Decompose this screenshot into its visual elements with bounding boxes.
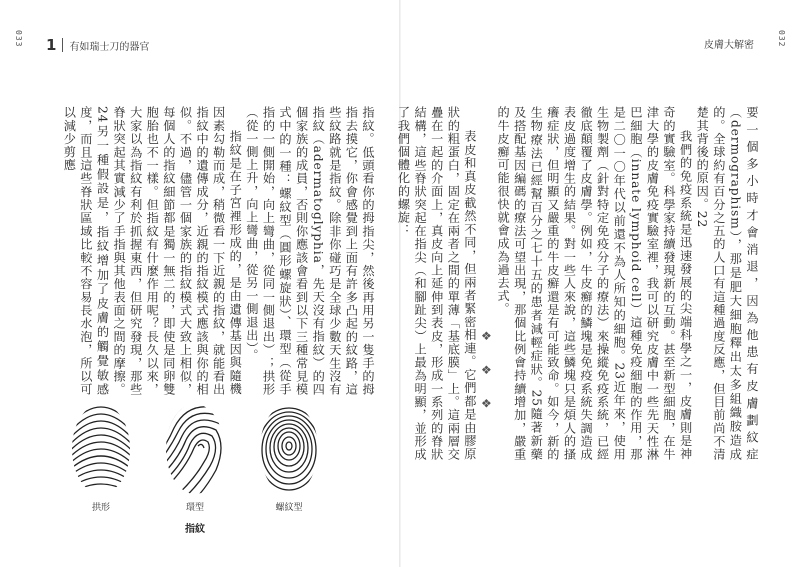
loop-fingerprint-image xyxy=(164,402,226,496)
whorl-fingerprint-image xyxy=(258,402,320,496)
right-paragraph-1: 要一個多小時才會消退，因為他患有皮膚劃紋症（dermographism），那是肥大細胞釋出太多組織胺造成的。全球約有百分之五的人口有這種過度反應，但目前尚不清楚其背後的原因。22 xyxy=(695,106,759,461)
book-title: 皮膚大解密 xyxy=(704,40,754,51)
right-page xyxy=(396,0,800,567)
section-break-ornament: ❖ ❖ ❖ xyxy=(479,328,494,419)
left-body-text xyxy=(16,106,376,396)
left-page-number: 033 xyxy=(14,30,23,48)
chapter-title: 有如瑞士刀的器官 xyxy=(69,41,150,53)
arch-fingerprint-icon xyxy=(70,402,132,496)
right-page-number: 032 xyxy=(777,30,786,48)
arch-fingerprint-image xyxy=(70,402,132,496)
left-paragraph-1: 指紋。低頭看你的拇指尖，然後再用另一隻手的拇指去摸它，你會感覺到上面有許多凸起的紋路，這些紋路就是指紋。除非你碰巧是全球少數天生沒有指紋（adermatoglyphia，先天沒有指紋）的四個家族的成員，否則你應該會看到以下三種常見模式中的一種：螺紋型（圓形螺旋狀）、環型（從手指的一側開始，向上彎曲，從同一側退出）；拱形（從一側上升，向上彎曲，從另一側退出）。 xyxy=(244,106,375,396)
left-running-header xyxy=(46,36,149,54)
whorl-label: 螺紋型 xyxy=(275,503,303,513)
right-paragraph-2: 我們的免疫系統是迅速發展的尖端科學之一，皮膚則是神奇的實驗室。科學家持續發現新的互動。甚至新型細胞，在牛津大學的皮膚免疫實驗室裡，我可以研究皮膚中一些先天性淋巴細胞（innate lymphoid cell）這種免疫細胞的作用，那是二〇一〇年代以前還不為人所知的細胞。23近年來，使用生物製劑（針對特定免疫分子的療法）來操縱免疫系統，已經徹底顛覆了皮膚學。例如，牛皮癬的鱗塊是免疫系統失調造成表皮過度增生的結果。對一些人來說，這些鱗塊只是煩人的搔癢症狀，但明顯又嚴重的牛皮癬還是有可能致命。如今，新的生物療法已經幫百分之七十五的患者減輕症狀。25隨著新藥及搭配基因編碼的療法可望出現，那個比例會持續增加，嚴重的牛皮癬可能很快就會成為過去式。 xyxy=(496,106,693,461)
chapter-divider xyxy=(62,38,63,52)
right-body-text xyxy=(396,106,760,461)
chapter-number: 1 xyxy=(46,36,57,54)
right-running-header xyxy=(704,36,754,51)
right-paragraph-3: 表皮和真皮截然不同，但兩者緊密相連。它們都是由膠原狀的粗蛋白，固定在兩者之間的單薄「基底膜」上。這兩層交疊在一起的介面上，真皮向上延伸到表皮，形成一系列的脊狀結構，這些脊狀突起在指尖（和腳趾尖）上最為明顯，並形成了我們個體化的螺旋： xyxy=(396,106,477,461)
loop-fingerprint-icon xyxy=(164,402,226,496)
figure-title: 指紋 xyxy=(185,524,205,535)
arch-label: 拱形 xyxy=(91,503,110,513)
loop-label: 環型 xyxy=(185,503,204,513)
left-paragraph-2: 指紋是在子宮裡形成的，是由遺傳基因與隨機因素勾勒而成，稍微看一下近親的指紋，就能看出指紋中的遺傳成分，近親的指紋模式應該與你的相似。不過，儘管一個家族的指紋模式大致上相似，每個人的指紋細節都是獨一無二的，即使是同卵雙胞胎也不一樣。但指紋有什麼作用呢？長久以來，大家以為指紋有利於抓握東西，但研究發現，那些脊狀突起其實減少了手指與其他表面之間的摩擦。24另一種假設是，指紋增加了皮膚的觸覺敏感度，而且這些脊狀區域比較不容易長水泡，所以可以減少剪應 xyxy=(62,106,243,396)
whorl-fingerprint-icon xyxy=(258,402,320,496)
fingerprint-figure xyxy=(70,402,320,552)
